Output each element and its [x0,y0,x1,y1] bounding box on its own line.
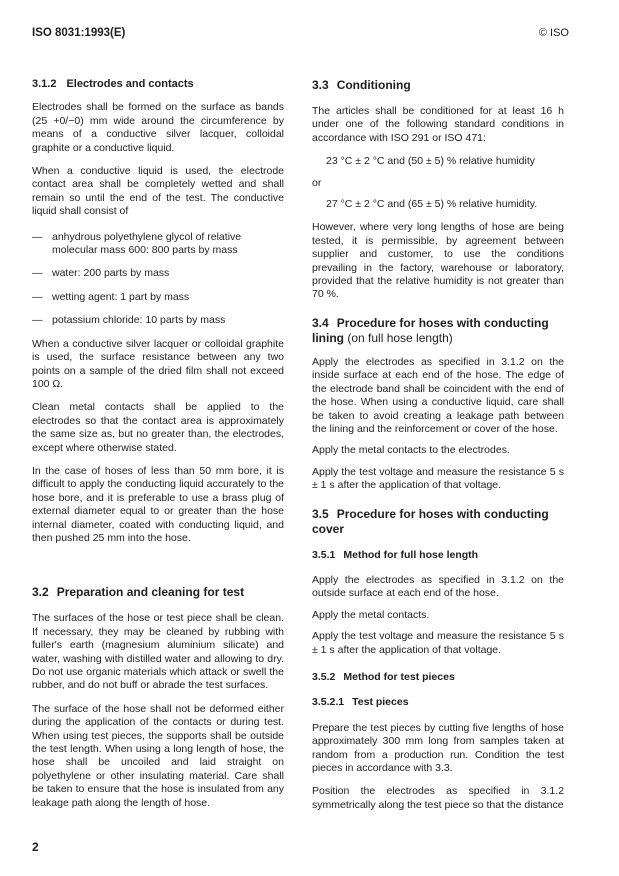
section-title: Procedure for hoses with conducting lining [312,315,549,345]
section-3-3-heading [312,78,564,93]
section-3-5-1-heading [312,549,564,562]
paragraph: The articles shall be conditioned for at least 16 h under one of the following standard conditions in accordance with ISO 291 or ISO 471: [312,105,564,144]
section-number: 3.3 [312,78,329,92]
list-item-text: anhydrous polyethylene glycol of relative molecular mass 600: 800 parts by mass [52,230,242,257]
section-number: 3.5.1 [312,548,336,561]
paragraph: The surface of the hose shall not be deformed either during the application of the contacts or during test. When using test pieces, the supports shall be outside the test length. When using a long length of hose, the hose shall be uncoiled and laid straight on polyethylene or other insulating material. Care shall be taken to ensure that the hose is insulated from any leakage path along the length of hose. [32,702,284,809]
paragraph: Electrodes shall be formed on the surface as bands (25 +0/−0) mm wide around the circumference by means of a conductive silver lacquer, colloidal graphite or a conductive liquid. [32,101,284,154]
section-3-5-2-heading [312,671,564,684]
paragraph: Apply the metal contacts to the electrodes. [312,444,510,457]
standard-number: ISO 8031:1993(E) [32,27,126,39]
right-column [312,78,564,812]
paragraph: Apply the electrodes as specified in 3.1.2 on the inside surface at each end of the hose. The edge of the electrode band shall be coincident with the end of the hose. When using a conductive liquid, care shall be taken to avoid creating a leakage path between the lining and the reinforcement or cover of the hose. [312,355,564,435]
section-title: Method for test pieces [343,670,455,683]
or-label: or [312,176,322,189]
condition-formula: 23 °C ± 2 °C and (50 ± 5) % relative humidity [326,155,536,168]
section-title: Method for full hose length [343,548,479,561]
paragraph: When a conductive liquid is used, the electrode contact area shall be completely wetted and shall remain so until the end of the test. The conductive liquid shall consist of [32,165,284,218]
list-item-text: potassium chloride: 10 parts by mass [52,314,226,327]
section-3-2-heading [32,585,284,600]
section-title: Conditioning [336,78,411,92]
paragraph: However, where very long lengths of hose are being tested, it is permissible, by agreement between supplier and customer, to use the conditions prevailing in the factory, warehouse or laboratory, provided that the relative humidity is not greater than 70 %. [312,221,564,301]
list-item: — water: 200 parts by mass [32,267,284,280]
section-3-1-2-heading [32,78,284,91]
copyright-mark: © ISO [538,27,569,39]
section-3-5-heading [312,507,564,537]
section-title: Test pieces [352,696,409,709]
paragraph: In the case of hoses of less than 50 mm bore, it is difficult to apply the conducting liquid accurately to the hose bore, and it is preferable to use a brass plug of external diameter equal to or greater than the hose internal diameter, coated with conducting liquid, and then pushed 25 mm into the hose. [32,464,284,544]
left-column [32,78,284,810]
condition-formula: 27 °C ± 2 °C and (65 ± 5) % relative humidity. [326,198,538,211]
list-item-text: wetting agent: 1 part by mass [52,290,190,303]
section-number: 3.5 [312,506,329,521]
section-title: Preparation and cleaning for test [56,585,245,600]
section-number: 3.4 [312,315,329,330]
section-title: Procedure for hoses with conducting cover [312,506,549,536]
section-3-4-heading [312,316,564,346]
section-title: Electrodes and contacts [66,78,194,90]
paragraph: Apply the electrodes as specified in 3.1.2 on the outside surface at each end of the hose. [312,573,564,600]
section-number: 3.5.2.1 [312,696,345,709]
paragraph: Clean metal contacts shall be applied to the electrodes so that the contact area is approximately the same size as, but no greater than, the electrodes, except where otherwise stated. [32,401,284,454]
section-number: 3.1.2 [32,78,57,90]
list-item-text: water: 200 parts by mass [52,267,170,280]
list-item: — wetting agent: 1 part by mass [32,291,284,304]
section-3-5-2-1-heading [312,696,564,709]
list-item: — potassium chloride: 10 parts by mass [32,314,284,327]
section-number: 3.2 [32,585,49,600]
list-item: — anhydrous polyethylene glycol of relative molecular mass 600: 800 parts by mass [32,231,284,258]
paragraph: The surfaces of the hose or test piece shall be clean. If necessary, they may be cleaned by rubbing with fuller's earth (magnesium aluminium silicate) and water, washing with distilled water and allowing to dry. Do not use organic materials which attack or swell the rubber, and do not buff or abrade the test surfaces. [32,612,284,692]
paragraph: When a conductive silver lacquer or colloidal graphite is used, the surface resistance between any two points on a sample of the dried film shall not exceed 100 Ω. [32,337,284,390]
section-number: 3.5.2 [312,670,336,683]
paragraph: Prepare the test pieces by cutting five lengths of hose approximately 300 mm long from samples taken at random from a production run. Condition the test pieces in accordance with 3.3. [312,721,564,774]
paragraph: Apply the test voltage and measure the resistance 5 s ± 1 s after the application of that voltage. [312,630,564,656]
section-subtitle: (on full hose length) [347,330,453,345]
page-number: 2 [32,840,39,854]
paragraph: Position the electrodes as specified in 3.1.2 symmetrically along the test piece so that the distance [312,785,564,811]
paragraph: Apply the metal contacts. [312,608,430,621]
paragraph: Apply the test voltage and measure the resistance 5 s ± 1 s after the application of that voltage. [312,465,564,492]
